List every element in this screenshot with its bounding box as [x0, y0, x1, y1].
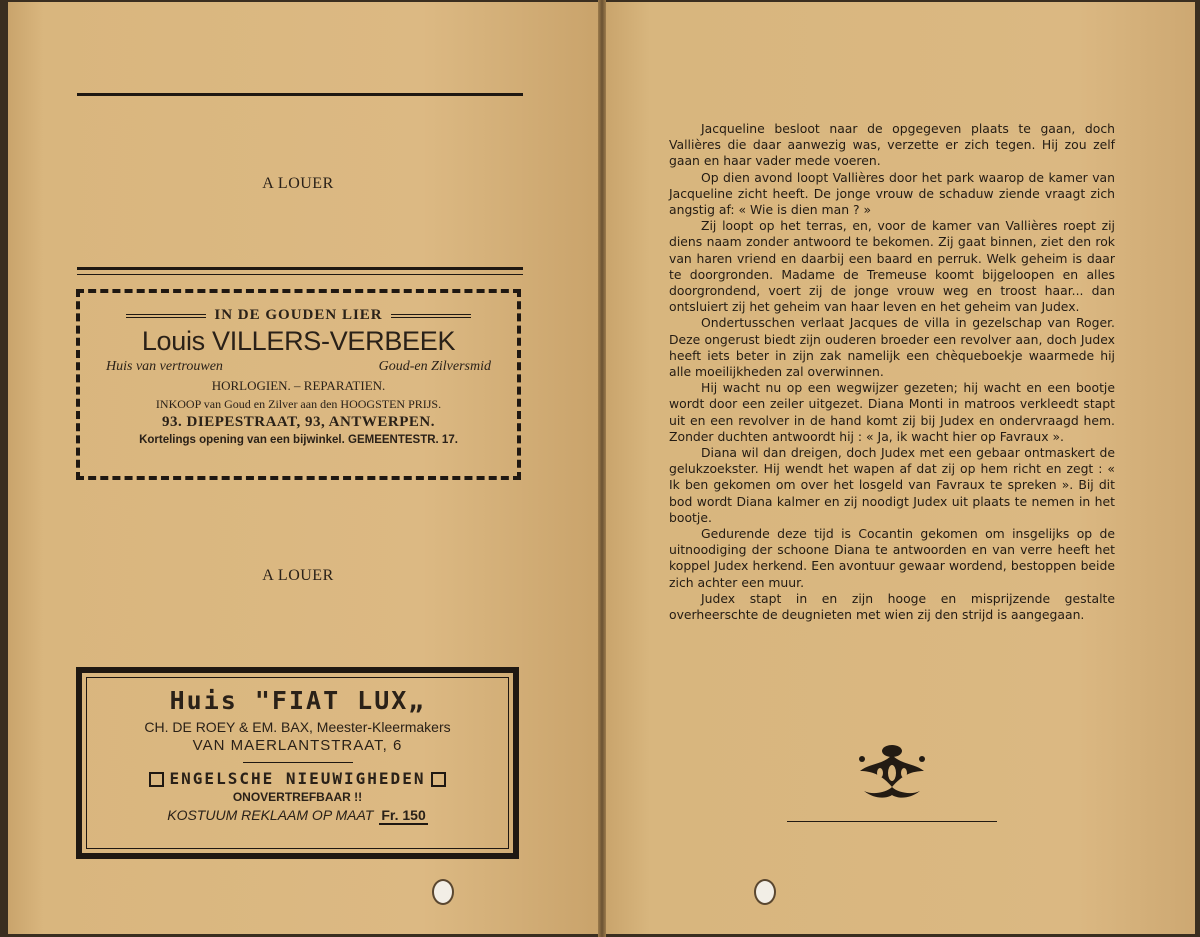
book-spine	[598, 0, 606, 937]
paragraph: Zij loopt op het terras, en, voor de kamer van Vallières roept zij diens naam zonder antwoord te bekomen. Zij gaat binnen, ziet den rok van haren vriend en daarbij een baard en perruk. Welk geheim is daar te doorgronden. Madame de Tremeuse koomt bijgeloopen en alles doorgrondend, voert zij de jonge vrouw weg en troost haar... dan ontsluiert zij het geheim van haar leven en het geheim van Judex.	[669, 218, 1115, 315]
paragraph: Ondertusschen verlaat Jacques de villa in gezelschap van Roger. Deze ongerust biedt zijn ouderen broeder een revolver aan, doch Judex heeft iets beter in zijn zak namelijk een chèqueboekje waarmede hij alle moeilijkheden zal overwinnen.	[669, 315, 1115, 380]
ad1-tag-right: Goud-en Zilversmid	[378, 359, 491, 374]
ad2-price: Fr. 150	[381, 807, 426, 823]
paragraph: Hij wacht nu op een wegwijzer gezeten; hij wacht en een bootje wordt door een zeiler uitgezet. Diana Monti in matroos verkleedt stapt uit en een revolver in de hand komt zij bij Judex en ondervraagd hem. Zonder duchten antwoordt hij : « Ja, ik wacht hier op Favraux ».	[669, 380, 1115, 444]
paragraph: Jacqueline besloot naar de opgegeven plaats te gaan, doch Vallières die daar aanwezig was, verzette er zich tegen. Hij zou zelf gaan en haar vader mede voeren.	[669, 121, 1115, 169]
ad2-specialty-row	[87, 769, 508, 788]
ornament-box-icon	[149, 772, 164, 787]
paragraph: Diana wil dan dreigen, doch Judex met een gebaar ontmaskert de gelukzoekster. Hij wendt het wapen af dat zij op hem richt en zegt : « Ik ben gekomen om over het losgeld van Favraux te spreken ». Bij dit bod wordt Diana kalmer en zij noodigt Judex uit plaats te nemen in het bootje.	[669, 445, 1115, 525]
ad2-specialty: ENGELSCHE NIEUWIGHEDEN	[169, 769, 426, 788]
ad2-owners: CH. DE ROEY & EM. BAX, Meester-Kleermakers	[144, 719, 451, 735]
a-louer-bottom: A LOUER	[262, 567, 334, 584]
ornament-box-icon	[431, 772, 446, 787]
top-rule	[77, 93, 523, 96]
ad2-street: VAN MAERLANTSTRAAT, 6	[192, 737, 403, 754]
a-louer-top: A LOUER	[262, 175, 334, 192]
ad1-tag-left: Huis van vertrouwen	[106, 359, 223, 374]
ad1-services: HORLOGIEN. – REPARATIEN.	[211, 378, 386, 393]
ad2-separator	[243, 762, 353, 763]
ad1-heading-row	[88, 307, 509, 324]
ad1-branch: Kortelings opening van een bijwinkel. GEMEENTESTR. 17.	[139, 434, 458, 446]
punch-hole-left	[432, 879, 454, 905]
ad2-title: Huis "FIAT LUX„	[169, 686, 426, 715]
flower-ornament-icon	[852, 741, 932, 801]
ad-fiat-lux	[76, 667, 519, 859]
paragraph: Gedurende deze tijd is Cocantin gekomen om insgelijks op de uitnoodiging der schoone Diana te antwoorden en van verre heeft het koppel Judex herkend. Een avontuur gewaar wordend, bestoppen beide zich achter een muur.	[669, 526, 1115, 590]
ad1-address: 93. DIEPESTRAAT, 93, ANTWERPEN.	[162, 414, 435, 430]
ad2-quality: ONOVERTREFBAAR !!	[232, 790, 363, 804]
ad1-top-rule-thin	[77, 274, 523, 275]
closing-rule	[787, 821, 997, 822]
paragraph: Judex stapt in en zijn hooge en misprijzende gestalte overheerschte de deugnieten met wien zij den strijd is aangegaan.	[669, 590, 1115, 623]
ad1-name: Louis VILLERS-VERBEEK	[141, 326, 456, 356]
ad2-offer-row	[87, 807, 508, 823]
ad1-top-rule	[77, 267, 523, 270]
punch-hole-right	[754, 879, 776, 905]
paragraph: Op dien avond loopt Vallières door het park waarop de kamer van Jacqueline zicht heeft. De jonge vrouw de schaduw ziende vraagt zich angstig af: « Wie is dien man ? »	[669, 169, 1115, 218]
ad2-offer: KOSTUUM REKLAAM OP MAAT	[167, 807, 374, 823]
ad1-tagline	[88, 359, 509, 375]
ad-gouden-lier	[76, 289, 521, 480]
ad1-buy: INKOOP van Goud en Zilver aan den HOOGSTEN PRIJS.	[155, 397, 442, 411]
story-text	[669, 121, 1115, 623]
ad1-heading: IN DE GOUDEN LIER	[214, 307, 383, 323]
